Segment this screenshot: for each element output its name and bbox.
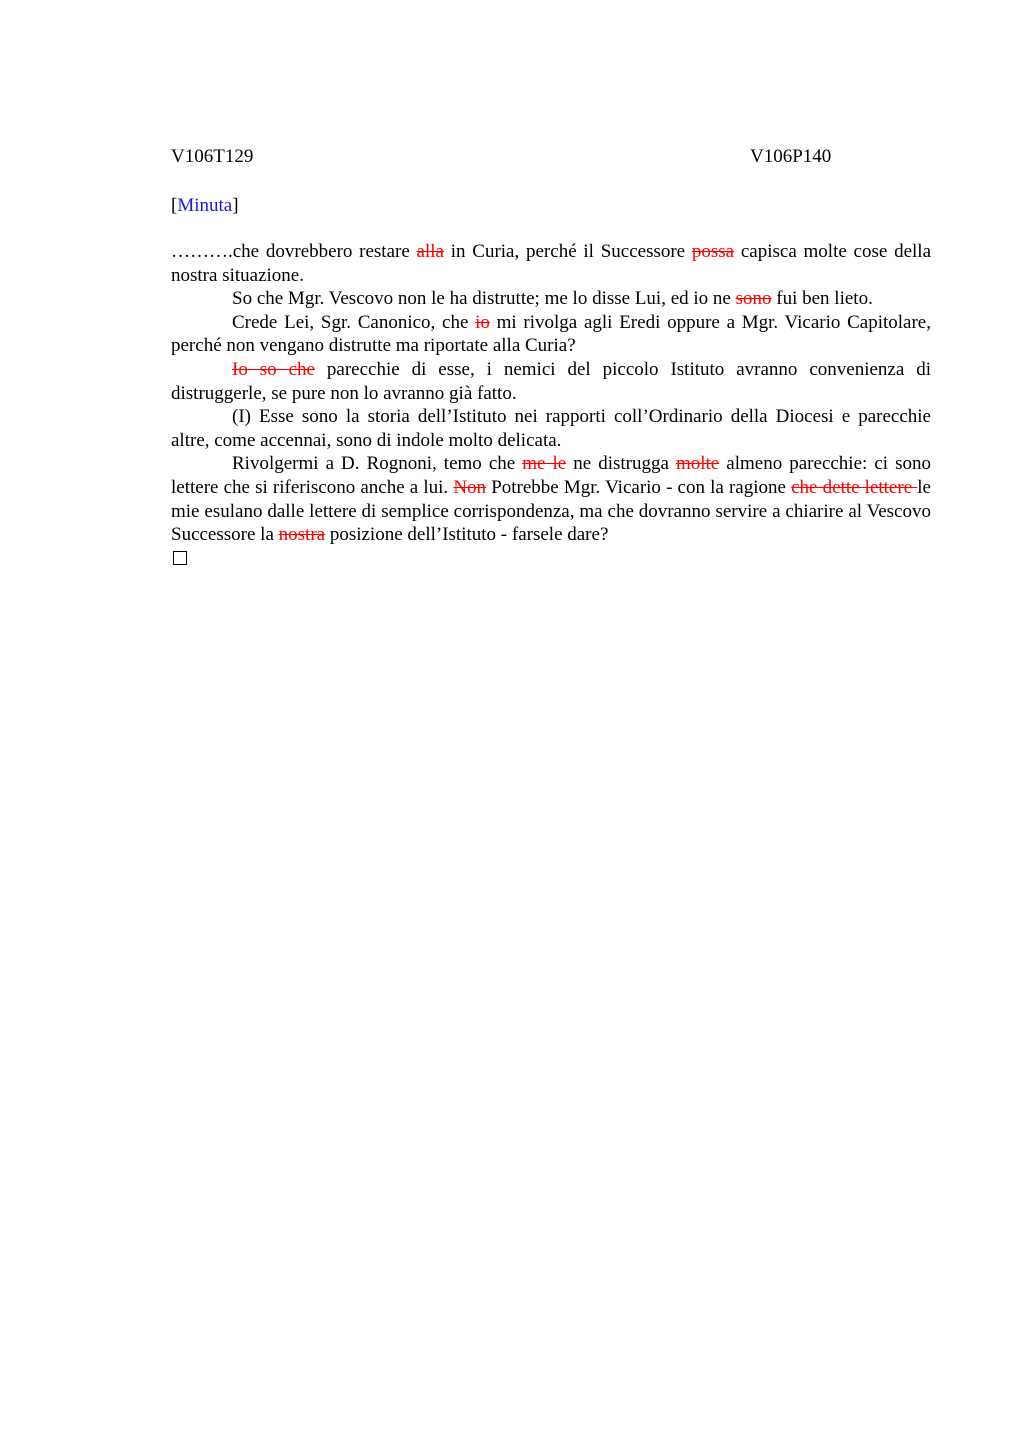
deleted-text: possa (691, 241, 735, 262)
minuta-close-bracket: ] (232, 195, 239, 216)
deleted-text: Non (453, 476, 487, 498)
paragraph-4 (171, 358, 931, 405)
minuta-word: Minuta (177, 195, 233, 216)
paragraph-text: posizione dell’Istituto - farsele dare? (325, 524, 609, 546)
paragraph-text: parecchie di esse, i nemici del piccolo Istituto avranno convenienza di distruggerle, se pure non lo avranno già fatto. (171, 358, 931, 404)
deleted-text: io (475, 311, 490, 333)
end-square-icon (173, 551, 187, 565)
paragraph-text: le mie esulano dalle lettere di semplice corrispondenza, ma che dovranno servire a chiarire al Vescovo Successore la (171, 476, 931, 546)
paragraph-1 (171, 240, 931, 287)
deleted-text: me le (522, 453, 567, 475)
minuta-open-bracket: [ (171, 195, 178, 216)
paragraph-text: ……….che dovrebbero restare (171, 241, 417, 262)
deleted-text: molte (675, 453, 720, 475)
minuta-label (171, 194, 931, 218)
paragraph-text: almeno parecchie: ci sono lettere che si riferiscono anche a lui. (171, 453, 931, 498)
paragraph-2 (171, 287, 931, 311)
end-mark (171, 547, 931, 572)
paragraph-text: Rivolgermi a D. Rognoni, temo che (232, 453, 523, 475)
paragraph-text: Crede Lei, Sgr. Canonico, che (232, 311, 476, 333)
document-page (171, 145, 931, 571)
deleted-text: sono (735, 288, 772, 310)
paragraph-3 (171, 311, 931, 358)
paragraph-5 (171, 405, 931, 452)
deleted-text: che dette lettere (791, 476, 918, 498)
paragraph-text: So che Mgr. Vescovo non le ha distrutte; me lo disse Lui, ed io ne (232, 288, 736, 310)
letter-body (171, 240, 931, 571)
paragraph-6 (171, 452, 931, 546)
paragraph-text: ne distrugga (566, 453, 676, 475)
right-code: V106P140 (750, 146, 832, 167)
paragraph-text: mi rivolga agli Eredi oppure a Mgr. Vicario Capitolare, perché non vengano distrutte ma riportate alla Curia? (171, 311, 931, 357)
deleted-text: nostra (278, 524, 326, 546)
header-codes (171, 145, 931, 171)
left-code: V106T129 (171, 146, 254, 167)
paragraph-text: Potrebbe Mgr. Vicario - con la ragione (486, 476, 792, 498)
paragraph-text: capisca molte cose della nostra situazione. (171, 241, 932, 286)
paragraph-text: in Curia, perché il Successore (443, 241, 692, 262)
deleted-text: Io so che (232, 358, 315, 380)
deleted-text: alla (416, 241, 444, 262)
paragraph-text: fui ben lieto. (771, 288, 873, 310)
paragraph-text: (I) Esse sono la storia dell’Istituto nei rapporti coll’Ordinario della Diocesi e parecchie altre, come accennai, sono di indole molto delicata. (171, 406, 931, 451)
